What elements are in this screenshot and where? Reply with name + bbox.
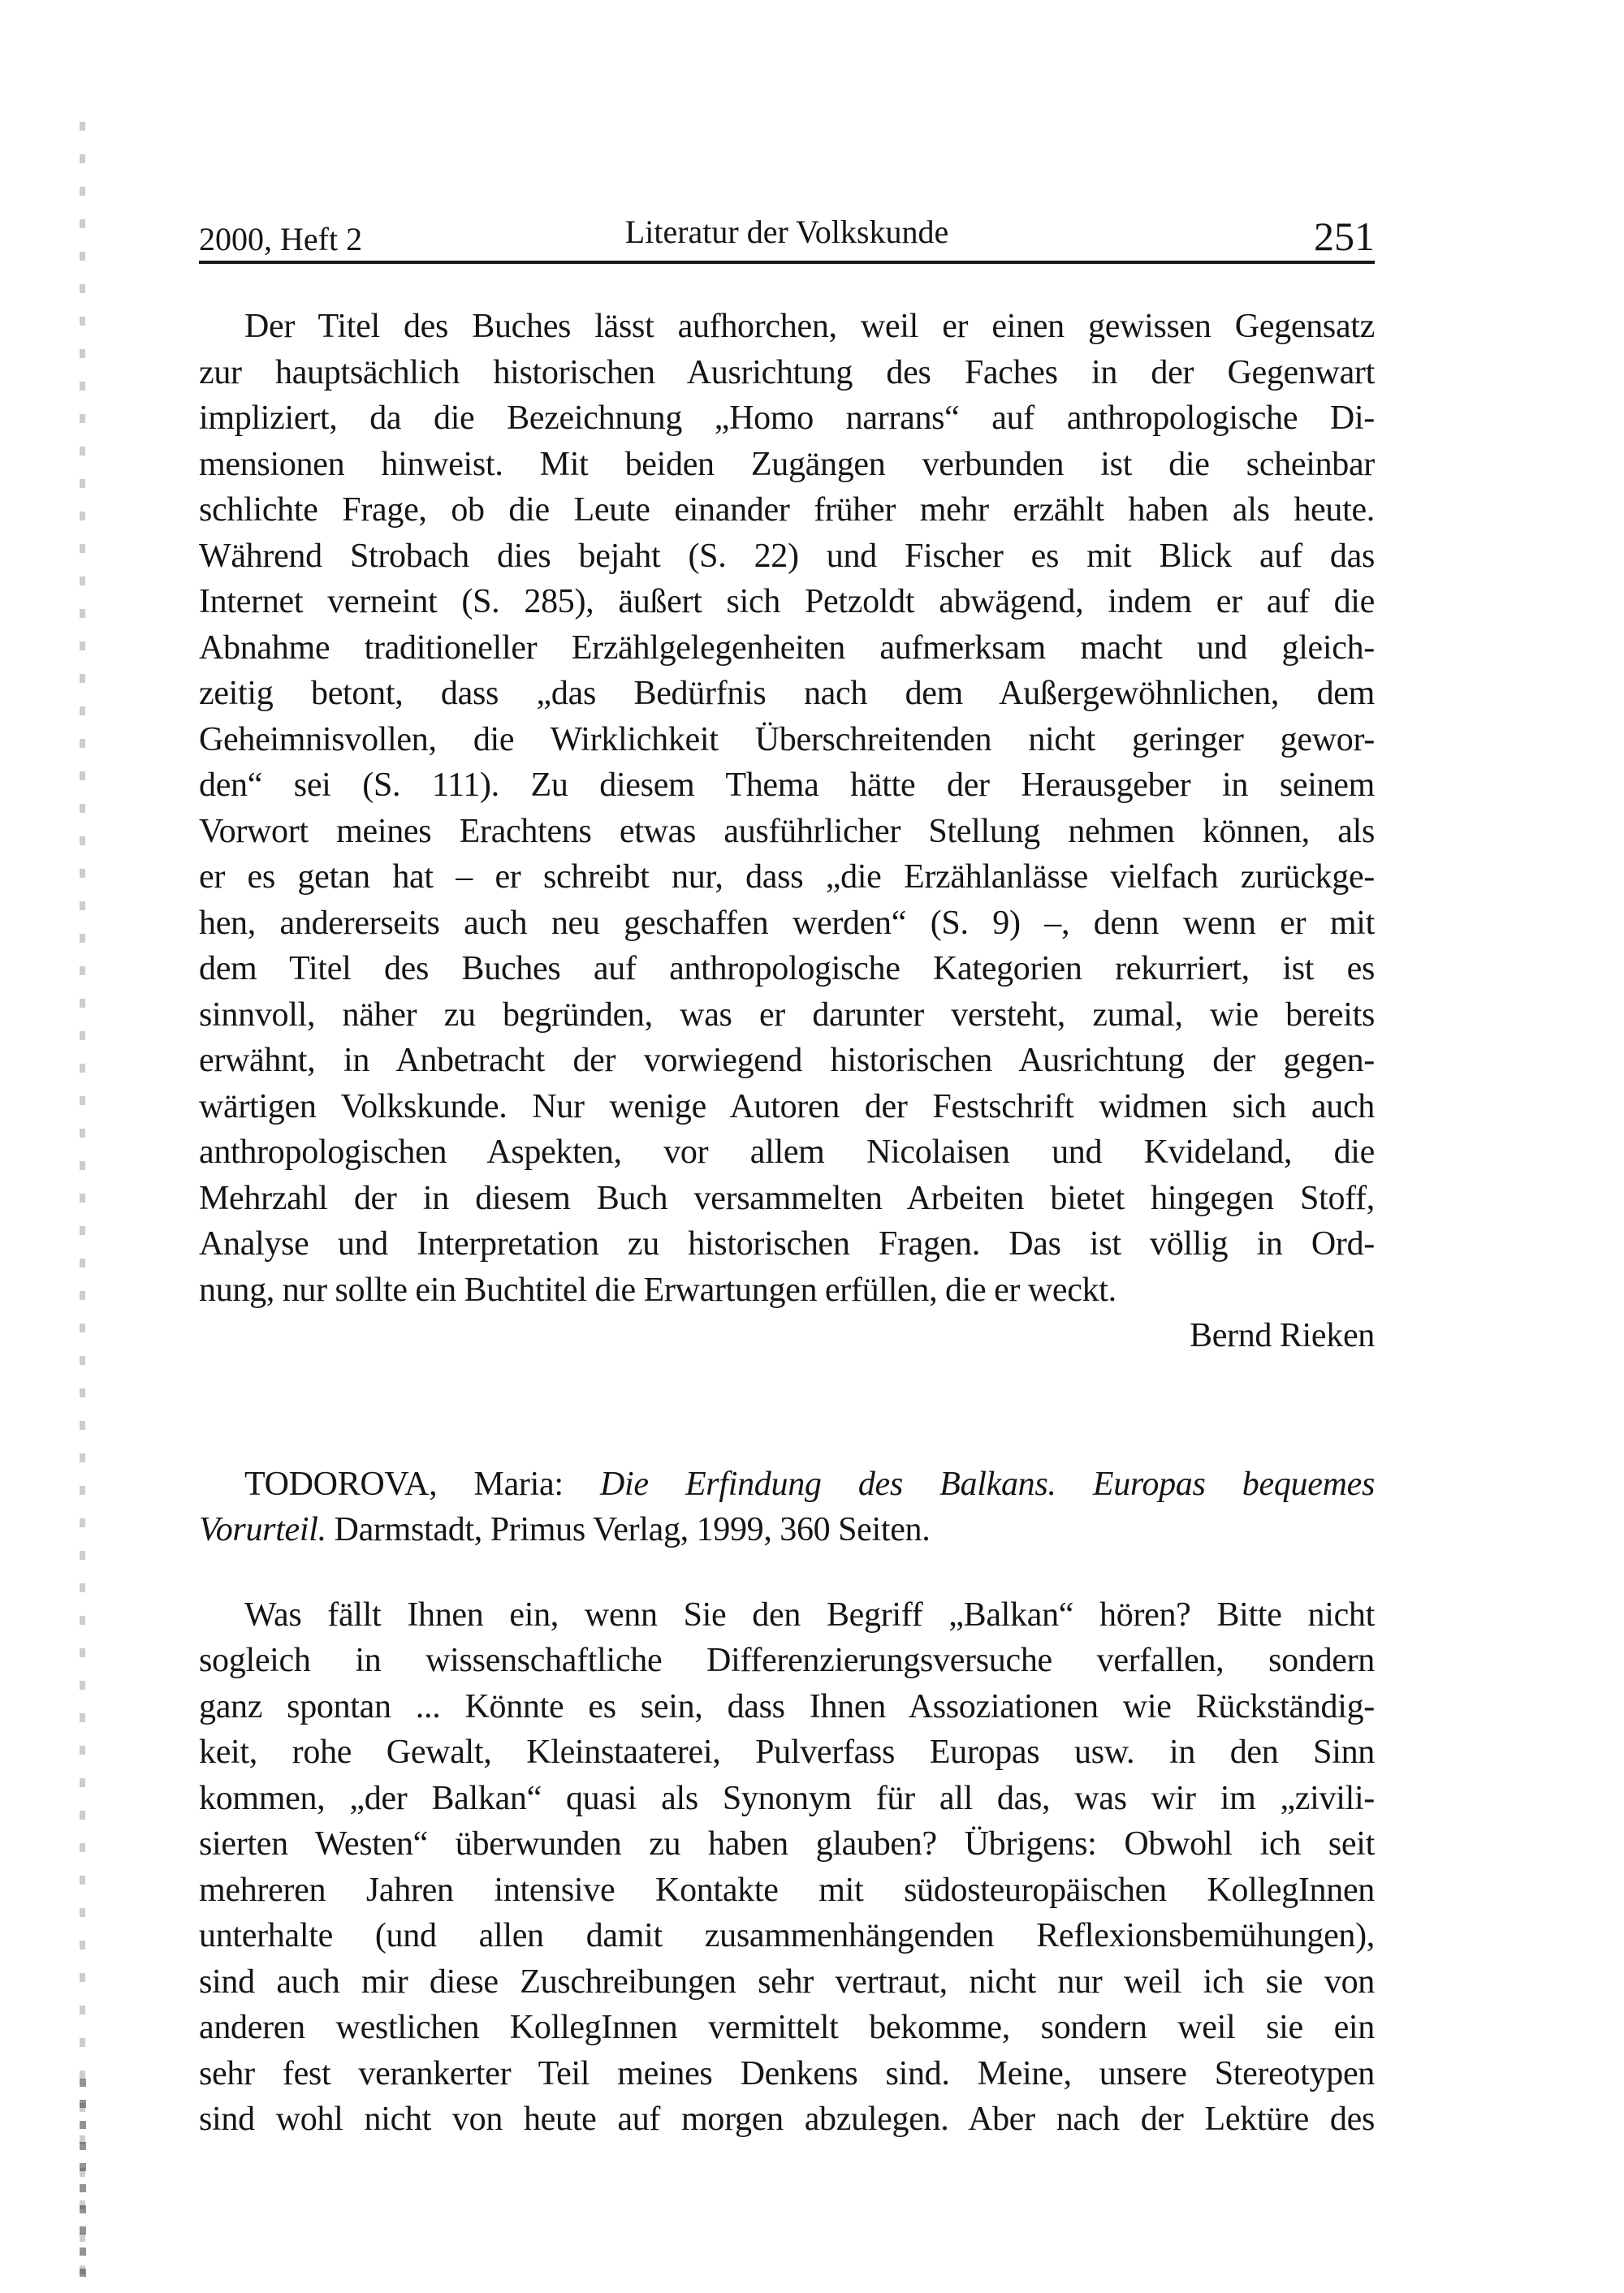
text-line: Während Strobach dies bejaht (S. 22) und Fischer es mit Blick auf das bbox=[199, 537, 1375, 575]
text-line: anderen westlichen KollegInnen vermittelt bekomme, sondern weil sie ein bbox=[199, 2009, 1375, 2046]
review-todorova-paragraph bbox=[199, 1592, 1375, 2143]
heading-line-2 bbox=[199, 1507, 1375, 1553]
book-title-part-1: Die Erfindung des Balkans. Europas bequemes bbox=[599, 1465, 1375, 1503]
text-line: Internet verneint (S. 285), äußert sich Petzoldt abwägend, indem er auf die bbox=[199, 583, 1375, 620]
publication-info: Darmstadt, Primus Verlag, 1999, 360 Seiten. bbox=[326, 1511, 931, 1548]
text-line: sierten Westen“ überwunden zu haben glauben? Übrigens: Obwohl ich seit bbox=[199, 1825, 1375, 1863]
text-line: sogleich in wissenschaftliche Differenzierungsversuche verfallen, sondern bbox=[199, 1642, 1375, 1679]
text-line: Was fällt Ihnen ein, wenn Sie den Begriff „Balkan“ hören? Bitte nicht bbox=[244, 1596, 1375, 1634]
text-line: anthropologischen Aspekten, vor allem Nicolaisen und Kvideland, die bbox=[199, 1134, 1375, 1171]
text-line: er es getan hat – er schreibt nur, dass „die Erzählanlässe vielfach zurückge- bbox=[199, 858, 1375, 896]
text-line: den“ sei (S. 111). Zu diesem Thema hätte der Herausgeber in seinem bbox=[199, 766, 1375, 804]
text-line: Der Titel des Buches lässt aufhorchen, weil er einen gewissen Gegensatz bbox=[244, 308, 1375, 345]
reviewer-signature: Bernd Rieken bbox=[1189, 1317, 1375, 1354]
page-body bbox=[199, 304, 1375, 2143]
text-line: sehr fest verankerter Teil meines Denkens sind. Meine, unsere Stereotypen bbox=[199, 2054, 1375, 2092]
text-line: ganz spontan ... Könnte es sein, dass Ihnen Assoziationen wie Rückständig- bbox=[199, 1687, 1375, 1725]
left-margin-scan-artifact-dark bbox=[80, 2079, 86, 2282]
text-line: sind wohl nicht von heute auf morgen abzulegen. Aber nach der Lektüre des bbox=[199, 2101, 1375, 2138]
left-margin-scan-artifact bbox=[80, 122, 85, 2282]
issue-label: 2000, Heft 2 bbox=[199, 221, 363, 257]
review-rieken-paragraph bbox=[199, 304, 1375, 1313]
text-line: dem Titel des Buches auf anthropologische Kategorien rekurriert, ist es bbox=[199, 950, 1375, 987]
journal-title: Literatur der Volkskunde bbox=[624, 214, 949, 250]
text-line: erwähnt, in Anbetracht der vorwiegend historischen Ausrichtung der gegen- bbox=[199, 1042, 1375, 1079]
text-line: sind auch mir diese Zuschreibungen sehr vertraut, nicht nur weil ich sie von bbox=[199, 1963, 1375, 2001]
book-author: TODOROVA, Maria: bbox=[244, 1465, 600, 1503]
heading-line-1 bbox=[199, 1462, 1375, 1508]
text-line: Vorwort meines Erachtens etwas ausführlicher Stellung nehmen können, als bbox=[199, 812, 1375, 850]
text-line: unterhalte (und allen damit zusammenhängenden Reflexionsbemühungen), bbox=[199, 1917, 1375, 1954]
book-title-part-2: Vorurteil. bbox=[199, 1511, 326, 1548]
text-line: Abnahme traditioneller Erzählgelegenheiten aufmerksam macht und gleich- bbox=[199, 628, 1375, 667]
text-line: hen, andererseits auch neu geschaffen werden“ (S. 9) –, denn wenn er mit bbox=[199, 904, 1375, 942]
page-number: 251 bbox=[1314, 214, 1375, 259]
text-line: Mehrzahl der in diesem Buch versammelten Arbeiten bietet hingegen Stoff, bbox=[199, 1179, 1375, 1217]
header-rule bbox=[199, 261, 1375, 264]
text-line: wärtigen Volkskunde. Nur wenige Autoren der Festschrift widmen sich auch bbox=[199, 1087, 1375, 1125]
text-line: sinnvoll, näher zu begründen, was er darunter versteht, zumal, wie bereits bbox=[199, 995, 1375, 1034]
review-todorova-heading bbox=[199, 1462, 1375, 1553]
text-line: schlichte Frage, ob die Leute einander früher mehr erzählt haben als heute. bbox=[199, 491, 1375, 529]
text-line: Analyse und Interpretation zu historischen Fragen. Das ist völlig in Ord- bbox=[199, 1225, 1375, 1263]
text-line: keit, rohe Gewalt, Kleinstaaterei, Pulverfass Europas usw. in den Sinn bbox=[199, 1734, 1375, 1771]
text-line: mehreren Jahren intensive Kontakte mit südosteuropäischen KollegInnen bbox=[199, 1871, 1375, 1909]
text-line: kommen, „der Balkan“ quasi als Synonym für all das, was wir im „zivili- bbox=[199, 1779, 1375, 1817]
text-line: zeitig betont, dass „das Bedürfnis nach dem Außergewöhnlichen, dem bbox=[199, 675, 1375, 712]
page-header bbox=[199, 213, 1375, 260]
text-line: Geheimnisvollen, die Wirklichkeit Überschreitenden nicht geringer gewor- bbox=[199, 720, 1375, 758]
text-line: mensionen hinweist. Mit beiden Zugängen verbunden ist die scheinbar bbox=[199, 445, 1375, 483]
text-line: nung, nur sollte ein Buchtitel die Erwartungen erfüllen, die er weckt. bbox=[199, 1271, 1116, 1309]
text-line: zur hauptsächlich historischen Ausrichtung des Faches in der Gegenwart bbox=[199, 353, 1375, 391]
text-line: impliziert, da die Bezeichnung „Homo narrans“ auf anthropologische Di- bbox=[199, 399, 1375, 437]
